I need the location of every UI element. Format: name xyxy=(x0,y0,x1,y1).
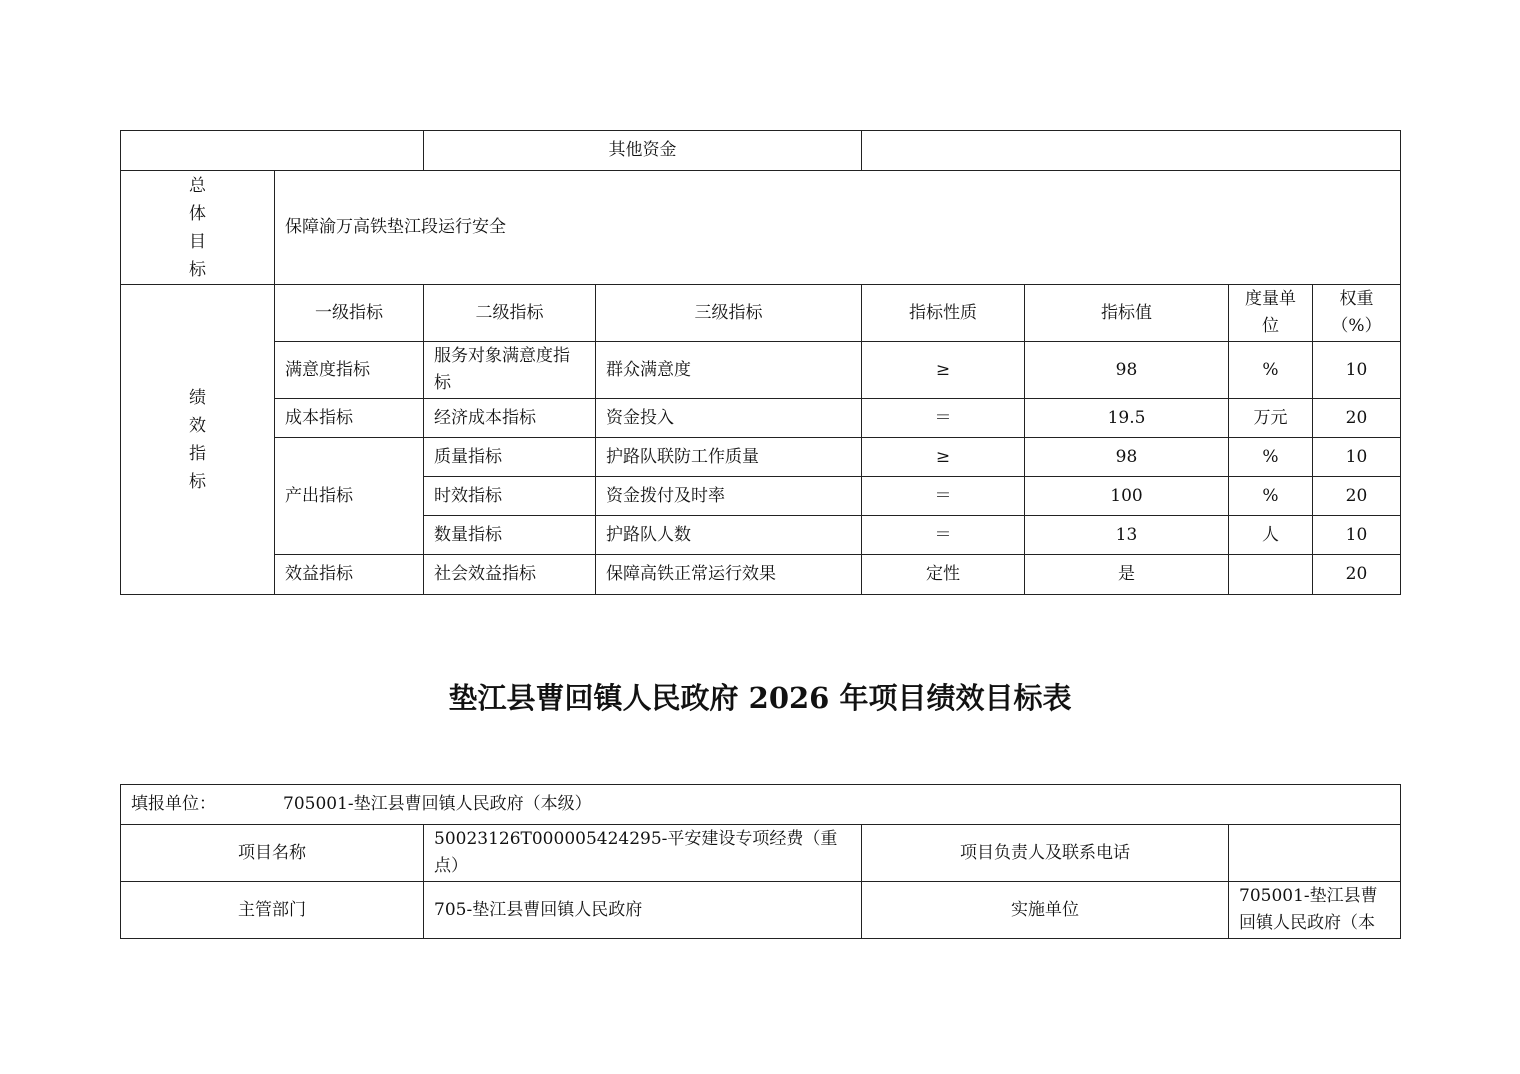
unit-cell: % xyxy=(1229,477,1313,516)
table-row xyxy=(121,399,1401,438)
nature-cell: ≥ xyxy=(862,342,1025,399)
level3-cell: 群众满意度 xyxy=(596,342,862,399)
level2-cell: 服务对象满意度指标 xyxy=(424,342,596,399)
unit-cell: % xyxy=(1229,342,1313,399)
level3-cell: 护路队联防工作质量 xyxy=(596,438,862,477)
table-row xyxy=(121,555,1401,595)
weight-cell: 20 xyxy=(1313,555,1401,595)
nature-cell: 定性 xyxy=(862,555,1025,595)
contact-label: 项目负责人及联系电话 xyxy=(862,825,1229,882)
performance-table xyxy=(120,130,1401,595)
weight-cell: 10 xyxy=(1313,516,1401,555)
value-cell: 100 xyxy=(1025,477,1229,516)
level1-cell: 产出指标 xyxy=(275,438,424,555)
level3-cell: 保障高铁正常运行效果 xyxy=(596,555,862,595)
nature-cell: ＝ xyxy=(862,399,1025,438)
impl-unit-label: 实施单位 xyxy=(862,882,1229,939)
table-row xyxy=(121,342,1401,399)
level2-cell: 时效指标 xyxy=(424,477,596,516)
blank-cell xyxy=(121,131,424,171)
nature-cell: ≥ xyxy=(862,438,1025,477)
unit-cell xyxy=(1229,555,1313,595)
page-title: 垫江县曹回镇人民政府 2026 年项目绩效目标表 xyxy=(448,681,1072,715)
filing-unit-label: 填报单位： xyxy=(131,794,216,814)
unit-cell: 人 xyxy=(1229,516,1313,555)
level1-cell: 满意度指标 xyxy=(275,342,424,399)
level3-cell: 资金投入 xyxy=(596,399,862,438)
nature-cell: ＝ xyxy=(862,516,1025,555)
header-nature: 指标性质 xyxy=(862,285,1025,342)
contact-value xyxy=(1229,825,1401,882)
dept-value: 705-垫江县曹回镇人民政府 xyxy=(424,882,862,939)
unit-cell: % xyxy=(1229,438,1313,477)
value-cell: 13 xyxy=(1025,516,1229,555)
value-cell: 19.5 xyxy=(1025,399,1229,438)
perf-indicator-label: 绩 效 指 标 xyxy=(121,285,275,595)
value-cell: 是 xyxy=(1025,555,1229,595)
weight-cell: 10 xyxy=(1313,438,1401,477)
weight-cell: 20 xyxy=(1313,399,1401,438)
level2-cell: 质量指标 xyxy=(424,438,596,477)
filing-unit-row xyxy=(121,785,1401,825)
header-weight: 权重（%） xyxy=(1313,285,1401,342)
weight-cell: 10 xyxy=(1313,342,1401,399)
project-info-table xyxy=(120,784,1401,939)
project-name-value: 50023126T000005424295-平安建设专项经费（重点） xyxy=(424,825,862,882)
header-unit: 度量单位 xyxy=(1229,285,1313,342)
header-level1: 一级指标 xyxy=(275,285,424,342)
dept-label: 主管部门 xyxy=(121,882,424,939)
header-level2: 二级指标 xyxy=(424,285,596,342)
level2-cell: 数量指标 xyxy=(424,516,596,555)
other-funds-value xyxy=(862,131,1401,171)
value-cell: 98 xyxy=(1025,342,1229,399)
header-level3: 三级指标 xyxy=(596,285,862,342)
level3-cell: 资金拨付及时率 xyxy=(596,477,862,516)
level2-cell: 社会效益指标 xyxy=(424,555,596,595)
filing-unit-value: 705001-垫江县曹回镇人民政府（本级） xyxy=(283,794,592,814)
project-name-label: 项目名称 xyxy=(121,825,424,882)
nature-cell: ＝ xyxy=(862,477,1025,516)
level1-cell: 成本指标 xyxy=(275,399,424,438)
weight-cell: 20 xyxy=(1313,477,1401,516)
impl-unit-value: 705001-垫江县曹回镇人民政府（本 xyxy=(1229,882,1401,939)
table-row xyxy=(121,438,1401,477)
other-funds-label: 其他资金 xyxy=(424,131,862,171)
header-value: 指标值 xyxy=(1025,285,1229,342)
overall-goal-text: 保障渝万高铁垫江段运行安全 xyxy=(275,171,1401,285)
level2-cell: 经济成本指标 xyxy=(424,399,596,438)
level1-cell: 效益指标 xyxy=(275,555,424,595)
level3-cell: 护路队人数 xyxy=(596,516,862,555)
overall-goal-label: 总 体 目 标 xyxy=(121,171,275,285)
unit-cell: 万元 xyxy=(1229,399,1313,438)
value-cell: 98 xyxy=(1025,438,1229,477)
